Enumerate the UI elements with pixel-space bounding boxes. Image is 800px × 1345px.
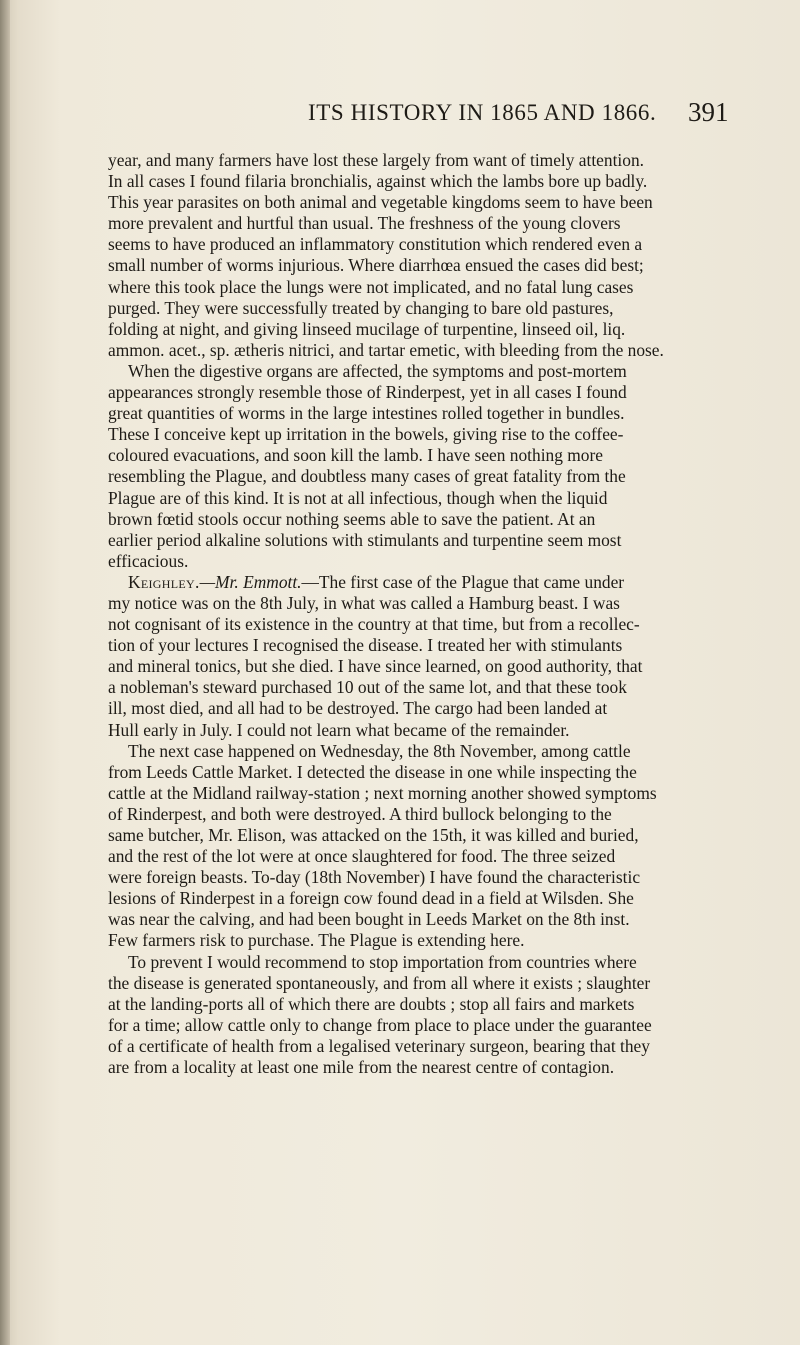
text-line: great quantities of worms in the large intestines rolled together in bundles. (108, 403, 625, 424)
text-line: where this took place the lungs were not implicated, and no fatal lung cases (108, 276, 634, 297)
body-text (108, 150, 722, 1078)
text-line-speaker (108, 572, 722, 593)
speaker-text: —The first case of the Plague that came under (301, 571, 625, 592)
text-line: of Rinderpest, and both were destroyed. A third bullock belonging to the (108, 803, 612, 824)
text-line: a nobleman's steward purchased 10 out of the same lot, and that these took (108, 677, 627, 698)
text-line: Hull early in July. I could not learn what became of the remainder. (108, 719, 570, 740)
page-gutter (0, 0, 10, 1345)
text-line: tion of your lectures I recognised the disease. I treated her with stimulants (108, 635, 623, 656)
text-line: folding at night, and giving linseed mucilage of turpentine, linseed oil, liq. (108, 318, 626, 339)
text-line: brown fœtid stools occur nothing seems able to save the patient. At an (108, 508, 596, 529)
text-line: cattle at the Midland railway-station ; next morning another showed symptoms (108, 782, 657, 803)
text-line: coloured evacuations, and soon kill the lamb. I have seen nothing more (108, 445, 604, 466)
page-header (0, 97, 800, 140)
text-line: This year parasites on both animal and vegetable kingdoms seem to have been (108, 192, 653, 213)
text-line: efficacious. (108, 550, 189, 571)
text-line: earlier period alkaline solutions with stimulants and turpentine seem most (108, 529, 622, 550)
text-line: resembling the Plague, and doubtless many cases of great fatality from the (108, 466, 626, 487)
page-number: 391 (688, 97, 729, 127)
text-line: at the landing-ports all of which there are doubts ; stop all fairs and markets (108, 993, 635, 1014)
text-line: my notice was on the 8th July, in what was called a Hamburg beast. I was (108, 592, 620, 613)
text-line: more prevalent and hurtful than usual. The freshness of the young clovers (108, 213, 621, 234)
text-line: Plague are of this kind. It is not at all infectious, though when the liquid (108, 487, 608, 508)
text-line: are from a locality at least one mile from the nearest centre of contagion. (108, 1057, 615, 1078)
text-line: appearances strongly resemble those of Rinderpest, yet in all cases I found (108, 382, 627, 403)
text-line: lesions of Rinderpest in a foreign cow found dead in a field at Wilsden. She (108, 888, 634, 909)
text-line: Few farmers risk to purchase. The Plague is extending here. (108, 930, 525, 951)
text-line: of a certificate of health from a legalised veterinary surgeon, bearing that they (108, 1035, 650, 1056)
running-head: ITS HISTORY IN 1865 AND 1866. (308, 100, 657, 125)
text-line: same butcher, Mr. Elison, was attacked on the 15th, it was killed and buried, (108, 825, 639, 845)
text-line: The next case happened on Wednesday, the 8th November, among cattle (128, 740, 631, 761)
text-line: ammon. acet., sp. ætheris nitrici, and tartar emetic, with bleeding from the nose. (108, 339, 664, 360)
text-line: year, and many farmers have lost these largely from want of timely attention. (108, 150, 644, 170)
text-line: was near the calving, and had been bought in Leeds Market on the 8th inst. (108, 909, 630, 930)
text-line: These I conceive kept up irritation in the bowels, giving rise to the coffee- (108, 424, 624, 445)
text-line: for a time; allow cattle only to change from place to place under the guarantee (108, 1014, 652, 1035)
text-line: In all cases I found filaria bronchialis, against which the lambs bore up badly. (108, 171, 648, 192)
text-line: When the digestive organs are affected, the symptoms and post-mortem (128, 360, 627, 381)
text-line: purged. They were successfully treated by changing to bare old pastures, (108, 297, 614, 318)
text-line: seems to have produced an inflammatory constitution which rendered even a (108, 234, 643, 255)
text-line: from Leeds Cattle Market. I detected the disease in one while inspecting the (108, 761, 637, 782)
text-line: not cognisant of its existence in the country at that time, but from a recollec- (108, 614, 640, 635)
speaker-name: —Mr. Emmott. (199, 571, 302, 592)
text-line: and the rest of the lot were at once slaughtered for food. The three seized (108, 846, 616, 867)
text-line: ill, most died, and all had to be destroyed. The cargo had been landed at (108, 698, 608, 719)
text-line: To prevent I would recommend to stop importation from countries where (128, 951, 637, 972)
text-line: were foreign beasts. To-day (18th November) I have found the characteristic (108, 867, 641, 888)
text-line: the disease is generated spontaneously, and from all where it exists ; slaughter (108, 972, 651, 993)
text-line: small number of worms injurious. Where diarrhœa ensued the cases did best; (108, 255, 644, 276)
text-line: and mineral tonics, but she died. I have since learned, on good authority, that (108, 656, 643, 677)
speaker-place: Keighley. (128, 571, 200, 592)
